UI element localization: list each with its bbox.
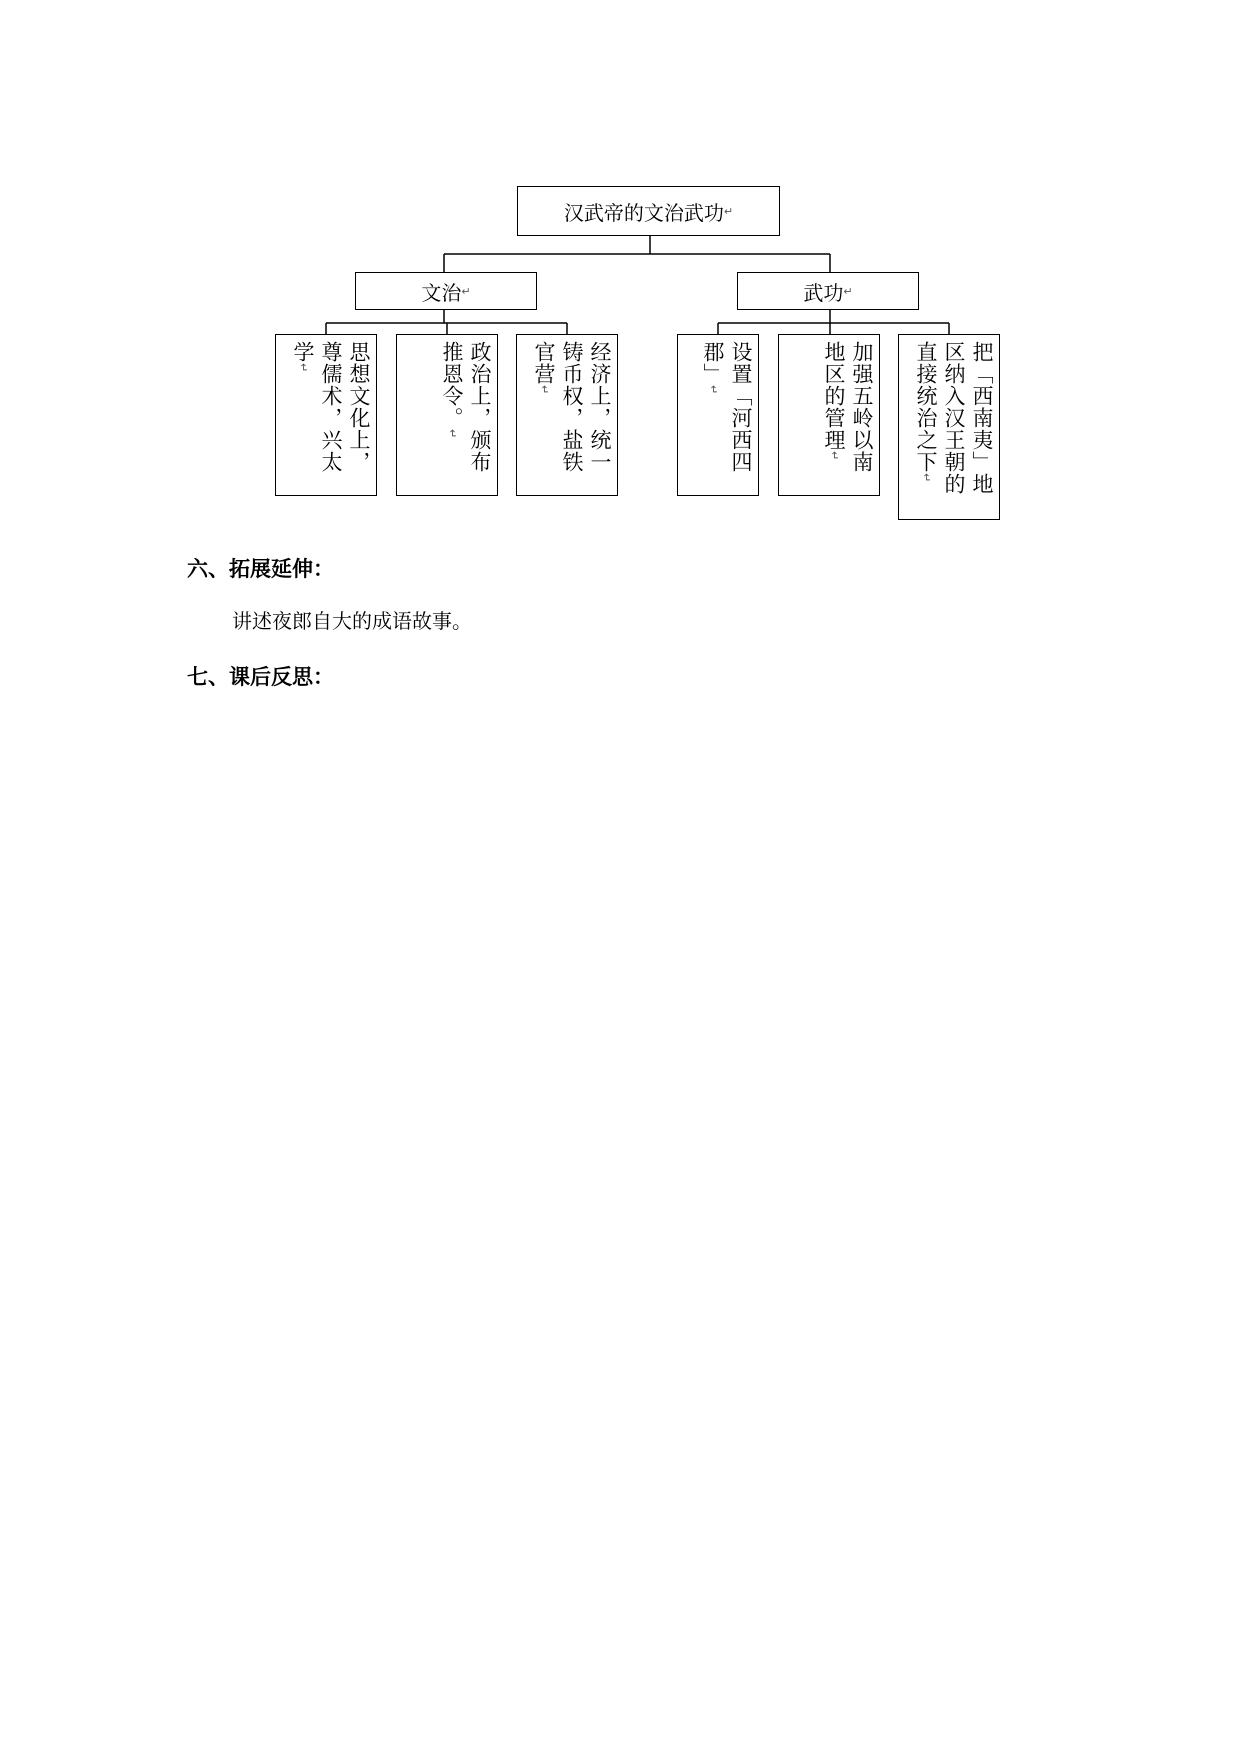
diagram-leaf: 加强五岭以南地区的管理↵ [778, 334, 880, 496]
diagram-leaf: 把「西南夷」地区纳入汉王朝的直接统治之下↵ [898, 334, 1000, 520]
diagram-leaf: 思想文化上，尊儒术，兴太学↵ [275, 334, 377, 496]
diagram-leaf: 设置「河西四郡」↵ [677, 334, 759, 496]
diagram-root-box: 汉武帝的文治武功 ↵ [517, 186, 780, 236]
section-body-extension: 讲述夜郎自大的成语故事。 [232, 609, 472, 633]
diagram-connectors [0, 0, 1241, 600]
section-heading-reflection: 七、课后反思： [187, 664, 334, 689]
diagram-branch-wugong: 武功 ↵ [737, 272, 919, 310]
section-heading-extension: 六、拓展延伸： [187, 556, 334, 581]
diagram-branch-wenzhi: 文治 ↵ [355, 272, 537, 310]
diagram-leaf: 政治上，颁布推恩令。↵ [396, 334, 498, 496]
diagram-leaf: 经济上，统一铸币权，盐铁官营↵ [516, 334, 618, 496]
branch-label: 文治 [421, 280, 462, 305]
diagram-root-label: 汉武帝的文治武功 [563, 200, 724, 225]
branch-label: 武功 [803, 280, 844, 305]
